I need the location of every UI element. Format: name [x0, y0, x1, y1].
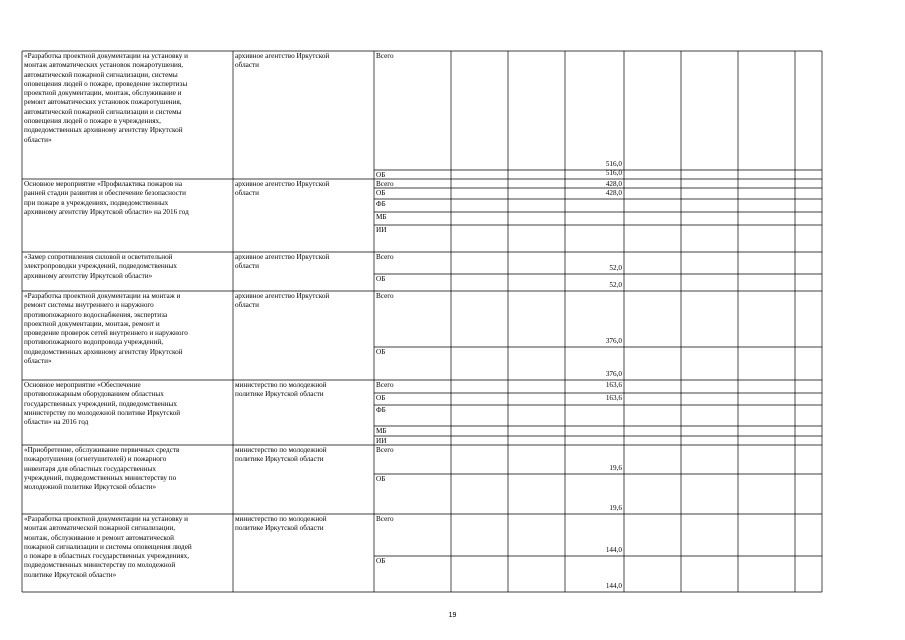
funding-source-label: ИИ [376, 437, 387, 445]
amount-value: 428,0 [605, 180, 622, 188]
amount-value: 428,0 [605, 189, 622, 197]
amount-value: 376,0 [605, 337, 622, 345]
funding-source-label: ОБ [376, 171, 386, 179]
funding-source-label: ОБ [376, 475, 386, 483]
activity-text: «Разработка проектной документации на монтаж и ремонт системы внутреннего и наружного противопожарного водоснабжения, экспертиза проектной документации, монтаж, ремонт и проведение проверок сетей внутреннего и наружного противопожарного водопровода учреждений, подведомственных архивному агентству Иркутской области» [24, 292, 188, 366]
funding-source-label: ИИ [376, 226, 387, 234]
funding-source-label: Всего [376, 52, 394, 60]
activity-text: «Приобретение, обслуживание первичных средств пожаротушения (огнетушителей) и пожарного инвентаря для областных государственных учреждений, подведомственных министерству по молодежной политике Иркутской области» [24, 446, 180, 492]
funding-source-label: ОБ [376, 557, 386, 565]
activity-text: «Разработка проектной документации на установку и монтаж автоматических установок пожаротушения, автоматической пожарной сигнализации, системы оповещения людей о пожаре, проведение экспертизы проектной документации, монтаж, обслуживание и ремонт автоматических установок пожаротушения, автоматической пожарной сигнализации и системы оповещения людей о пожаре в учреждениях, подведомственных архивному агентству Иркутской области» [24, 52, 188, 144]
amount-value: 144,0 [605, 546, 622, 554]
funding-source-label: ФБ [376, 406, 386, 414]
amount-value: 144,0 [605, 582, 622, 590]
funding-source-label: Всего [376, 253, 394, 261]
funding-source-label: ОБ [376, 189, 386, 197]
amount-value: 52,0 [609, 264, 622, 272]
page-number: 19 [448, 612, 457, 619]
amount-value: 163,6 [605, 394, 622, 402]
activity-text: «Разработка проектной документации на установку и монтаж автоматической пожарной сигнализации, монтаж, обслуживание и ремонт автоматической пожарной сигнализации и системы оповещения людей о пожаре в областных государственных учреждениях, подведомственных министерству по молодежной политике Иркутской области» [24, 515, 192, 579]
executor-text: министерство по молодежной политике Иркутской области [235, 446, 327, 464]
funding-source-label: Всего [376, 381, 394, 389]
funding-source-label: Всего [376, 180, 394, 188]
activity-text: Основное мероприятие «Обеспечение противопожарным оборудованием областных государственных учреждений, подведомственных министерству по молодежной политике Иркутской области» на 2016 год [24, 381, 181, 427]
amount-value: 516,0 [605, 169, 622, 177]
funding-source-label: ОБ [376, 348, 386, 356]
executor-text: архивное агентство Иркутской области [235, 180, 330, 198]
amount-value: 19,6 [609, 464, 622, 472]
funding-source-label: ФБ [376, 200, 386, 208]
executor-text: архивное агентство Иркутской области [235, 52, 330, 70]
funding-source-label: Всего [376, 515, 394, 523]
funding-source-label: МБ [376, 427, 387, 435]
funding-source-label: МБ [376, 213, 387, 221]
executor-text: архивное агентство Иркутской области [235, 253, 330, 271]
activity-text: «Замер сопротивления силовой и осветительной электропроводки учреждений, подведомственных архивному агентству Иркутской области» [24, 253, 178, 280]
funding-source-label: Всего [376, 292, 394, 300]
executor-text: архивное агентство Иркутской области [235, 292, 330, 310]
amount-value: 516,0 [605, 160, 622, 168]
amount-value: 163,6 [605, 381, 622, 389]
amount-value: 19,6 [609, 504, 622, 512]
executor-text: министерство по молодежной политике Иркутской области [235, 515, 327, 533]
funding-source-label: ОБ [376, 394, 386, 402]
executor-text: министерство по молодежной политике Иркутской области [235, 381, 327, 399]
amount-value: 376,0 [605, 370, 622, 378]
amount-value: 52,0 [609, 281, 622, 289]
funding-source-label: ОБ [376, 275, 386, 283]
activity-text: Основное мероприятие «Профилактика пожаров на ранней стадии развития и обеспечение безопасности при пожаре в учреждениях, подведомственных архивному агентству Иркутской области» на 2016 год [24, 180, 189, 216]
funding-source-label: Всего [376, 446, 394, 454]
